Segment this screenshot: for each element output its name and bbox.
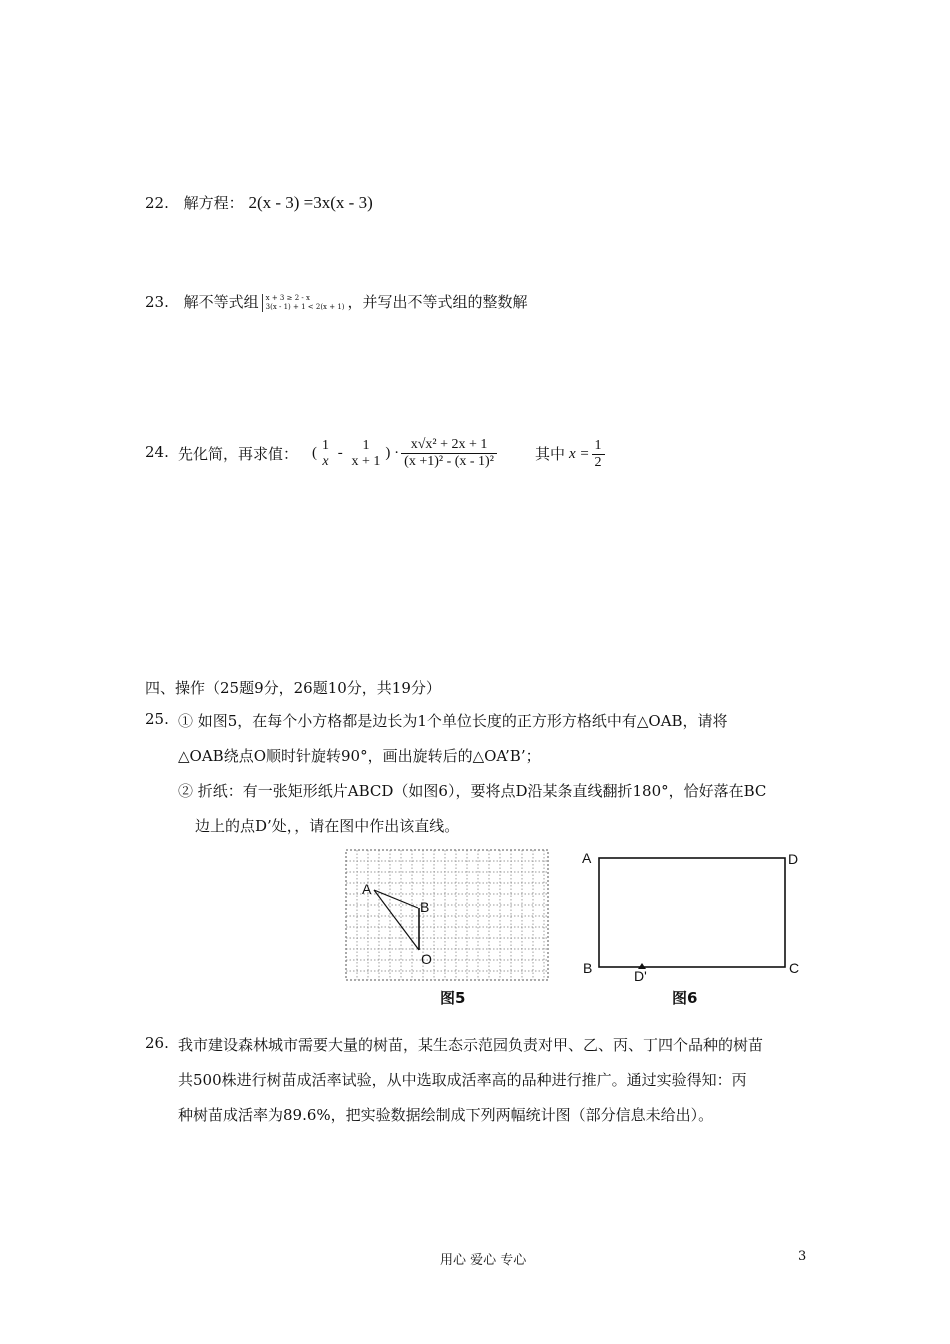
fraction-denominator: 2 [594,455,602,470]
x-value-lhs: x = [569,446,590,462]
question-25-line-3: ② 折纸：有一张矩形纸片ABCD（如图6），要将点D沿某条直线翻折180°，恰好落在BC [178,782,767,800]
figure-5-grid [344,848,552,984]
label-a: A [582,850,592,866]
x-value-fraction [592,438,605,471]
question-25-line-2: △OAB绕点O顺时针旋转90°，画出旋转后的△OA’B’； [178,747,541,765]
question-22 [145,192,373,213]
question-tail: ，并写出不等式组的整数解 [347,293,528,311]
expression: ( 1 x - 1 x + 1 ) · $\frac{\text{x√x² + 2x + 1}}{\text{(x +1)² - (x - 1)²}}$ [312,437,499,470]
fraction-denominator: (x +1)² - (x - 1)² [404,454,494,469]
inequality-system [262,294,345,312]
fraction-numerator: 1 [322,437,329,453]
fraction-2 [349,438,384,470]
label-c: C [789,960,800,976]
figure-6-caption: 图6 [672,989,698,1007]
question-26-line-3: 种树苗成活率为89.6%，把实验数据绘制成下列两幅统计图（部分信息未给出）。 [178,1106,714,1124]
question-26-line-2: 共500株进行树苗成活率试验，从中选取成活率高的品种进行推广。通过实验得知：丙 [178,1071,747,1089]
question-25-line-1: ① 如图5，在每个小方格都是边长为1个单位长度的正方形方格纸中有△OAB，请将 [178,712,728,730]
label-a: A [362,881,372,897]
page-number: 3 [798,1249,807,1264]
figure-6-rectangle [578,846,810,984]
fraction-3 [401,437,497,470]
question-26-number: 26. [145,1034,169,1052]
label-d-prime: D' [634,968,647,984]
rectangle-abcd [599,858,785,967]
question-23 [145,291,528,312]
question-25-number: 25. [145,710,169,728]
question-number: 24. [145,443,169,461]
question-26-line-1: 我市建设森林城市需要大量的树苗，某生态示范园负责对甲、乙、丙、丁四个品种的树苗 [178,1036,764,1054]
fraction-numerator: 1 [592,438,605,455]
label-b: B [583,960,593,976]
question-label: 解方程： [183,194,244,212]
section-4-title: 四、操作（25题9分，26题10分，共19分） [145,679,441,697]
fraction-1 [319,438,332,470]
inequality-2: 3(x - 1) + 1 < 2(x + 1) [265,303,345,311]
label-b: B [420,899,430,915]
question-number: 23. [145,293,169,311]
label-d: D [788,851,799,867]
equation: 2(x - 3) =3x(x - 3) [248,193,373,212]
label-o: O [421,951,432,967]
footer-motto: 用心 爱心 专心 [440,1253,527,1268]
fraction-numerator: x√x² + 2x + 1 [401,437,497,454]
fraction-denominator: x + 1 [351,453,381,469]
question-label: 解不等式组 [183,293,259,311]
where-label: 其中 [535,445,566,463]
figure-5-caption: 图5 [440,989,466,1007]
inequality-1: x + 3 ≥ 2 - x [265,294,310,302]
question-25-line-4: 边上的点D’处，，请在图中作出该直线。 [195,817,460,835]
fraction-denominator: x [322,453,329,469]
question-label: 先化简，再求值： [178,445,299,463]
x-value [569,438,607,471]
question-number: 22. [145,194,169,212]
fraction-numerator: 1 [362,437,370,453]
